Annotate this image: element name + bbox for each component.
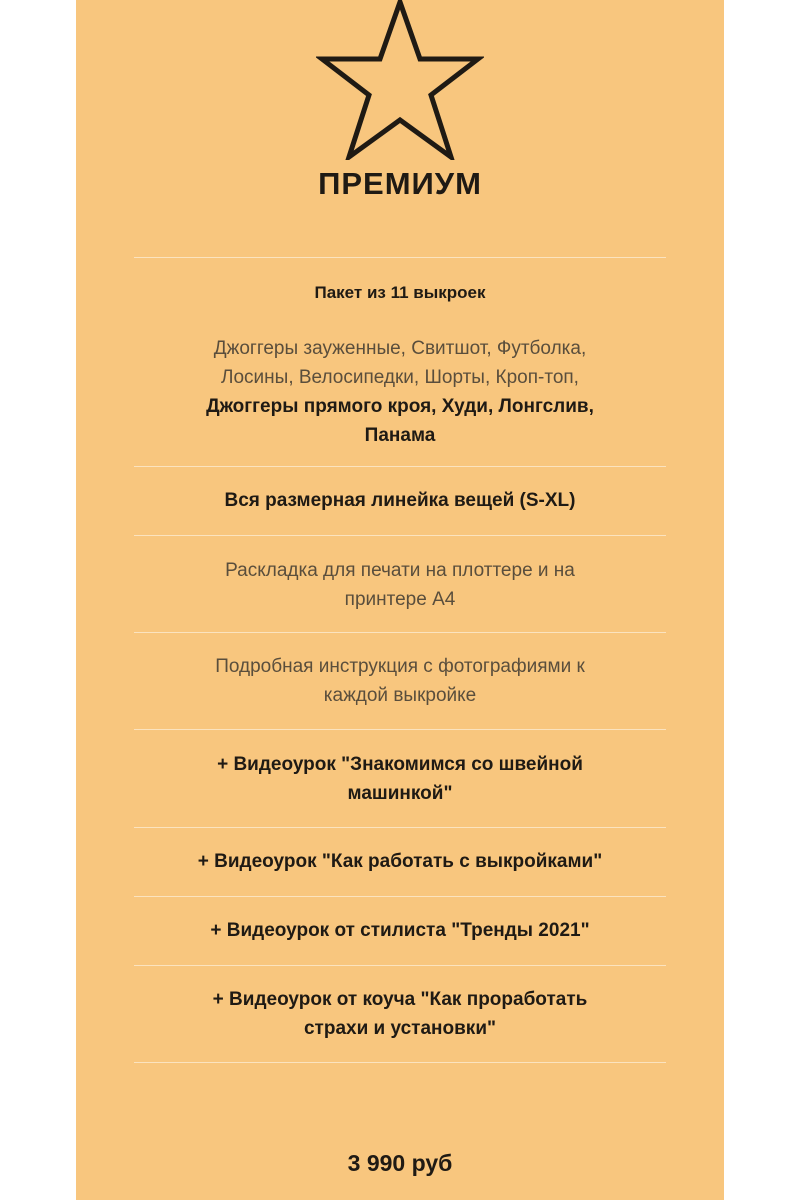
- package-items-line: Лосины, Велосипедки, Шорты, Кроп-топ,: [221, 367, 579, 388]
- feature-line: Вся размерная линейка вещей (S-XL): [224, 490, 576, 511]
- divider: [134, 1062, 666, 1063]
- feature-video-stylist: [134, 916, 666, 945]
- plan-title: ПРЕМИУМ: [318, 166, 482, 201]
- feature-video-coach: [134, 985, 666, 1043]
- star-outline-icon: [316, 0, 484, 160]
- package-items-bold-line: Джоггеры прямого кроя, Худи, Лонгслив,: [206, 396, 594, 417]
- feature-line: + Видеоурок "Знакомимся со швейной: [217, 754, 583, 775]
- feature-video-patterns: [134, 847, 666, 876]
- feature-line: Подробная инструкция с фотографиями к: [215, 656, 585, 677]
- package-items-line: Джоггеры зауженные, Свитшот, Футболка,: [213, 338, 587, 359]
- package-items-bold-line: Панама: [364, 425, 436, 446]
- feature-video-sewing-machine: [134, 750, 666, 808]
- divider: [134, 466, 666, 467]
- divider: [134, 257, 666, 258]
- divider: [134, 535, 666, 536]
- feature-size-range: [134, 486, 666, 515]
- feature-print-layout: [134, 556, 666, 614]
- price: 3 990 руб: [347, 1150, 453, 1176]
- feature-line: + Видеоурок от коуча "Как проработать: [212, 989, 588, 1010]
- divider: [134, 729, 666, 730]
- divider: [134, 965, 666, 966]
- feature-line: машинкой": [347, 783, 453, 804]
- feature-line: + Видеоурок "Как работать с выкройками": [197, 851, 603, 872]
- feature-line: страхи и установки": [303, 1018, 497, 1039]
- package-heading: Пакет из 11 выкроек: [314, 283, 486, 302]
- feature-line: каждой выкройке: [323, 685, 477, 706]
- feature-line: принтере А4: [344, 589, 456, 610]
- divider: [134, 827, 666, 828]
- feature-line: + Видеоурок от стилиста "Тренды 2021": [210, 920, 590, 941]
- divider: [134, 896, 666, 897]
- feature-line: Раскладка для печати на плоттере и на: [225, 560, 575, 581]
- divider: [134, 632, 666, 633]
- feature-instructions: [134, 652, 666, 710]
- package-items: [134, 334, 666, 450]
